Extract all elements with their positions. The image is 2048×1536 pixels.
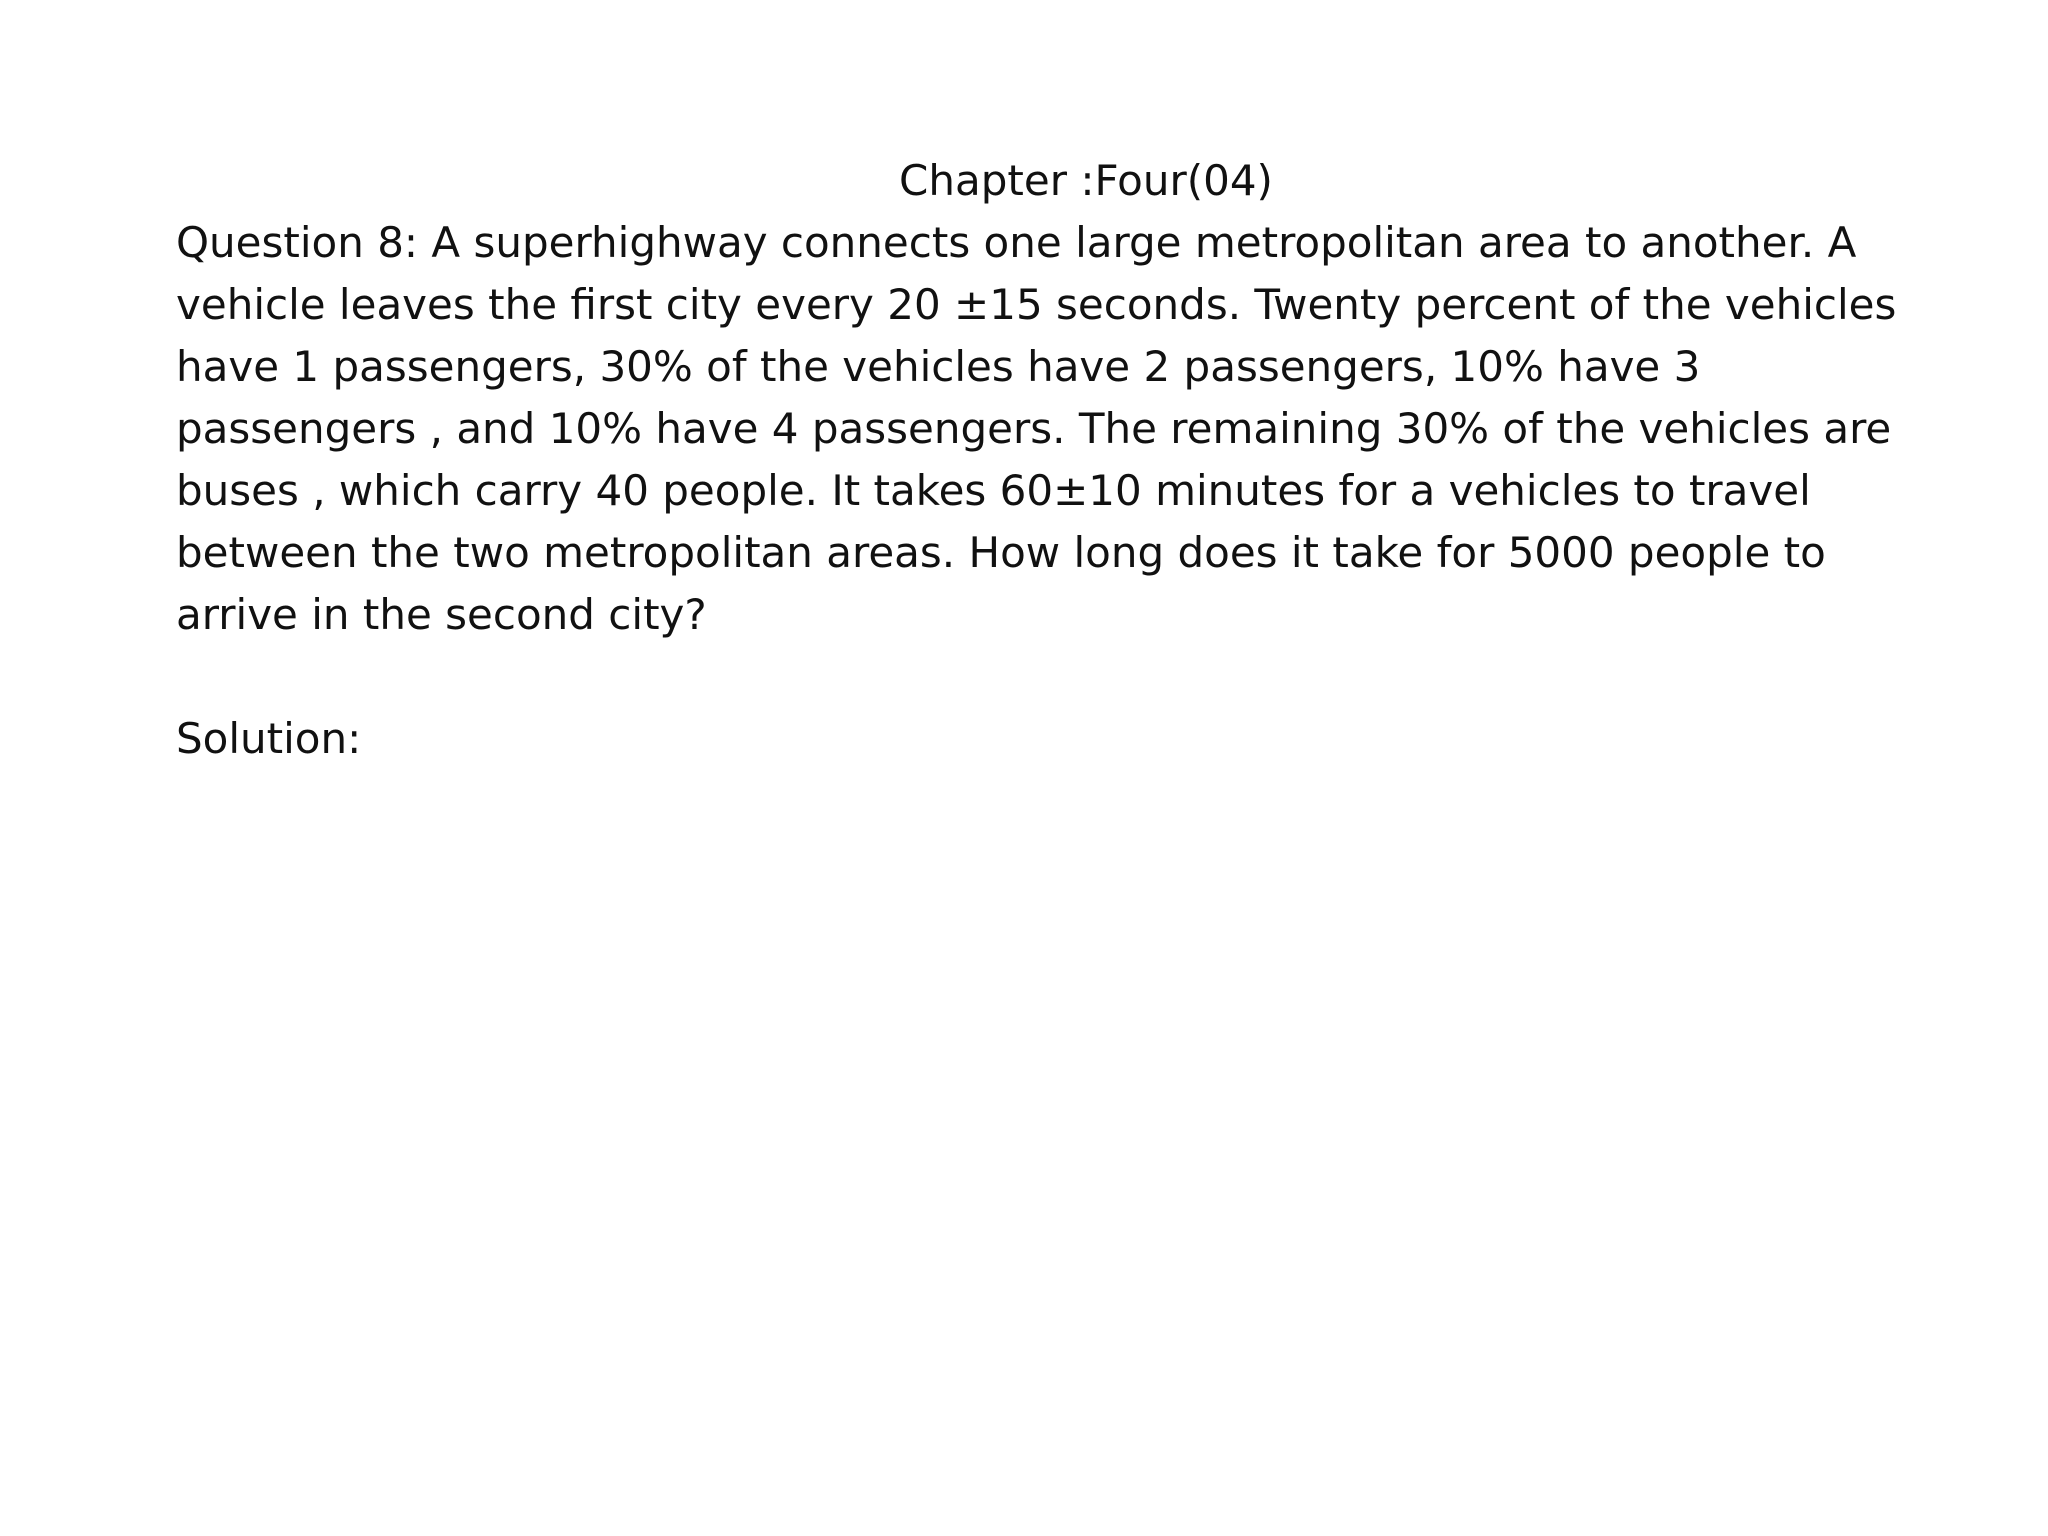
chapter-title: Chapter :Four(04) — [899, 156, 1273, 205]
question-line-7: arrive in the second city? — [176, 590, 707, 639]
question-line-3: have 1 passengers, 30% of the vehicles have 2 passengers, 10% have 3 — [176, 342, 1701, 391]
question-line-2: vehicle leaves the first city every 20 ±15 seconds. Twenty percent of the vehicles — [176, 280, 1897, 329]
paragraph-spacer — [176, 646, 1896, 708]
question-line-6: between the two metropolitan areas. How long does it take for 5000 people to — [176, 528, 1826, 577]
question-line-5: buses , which carry 40 people. It takes 60±10 minutes for a vehicles to travel — [176, 466, 1811, 515]
solution-label: Solution: — [176, 714, 362, 763]
question-line-1: Question 8: A superhighway connects one large metropolitan area to another. A — [176, 218, 1857, 267]
question-line-4: passengers , and 10% have 4 passengers. The remaining 30% of the vehicles are — [176, 404, 1892, 453]
question-text — [176, 212, 1896, 646]
slide-content — [176, 150, 1896, 770]
